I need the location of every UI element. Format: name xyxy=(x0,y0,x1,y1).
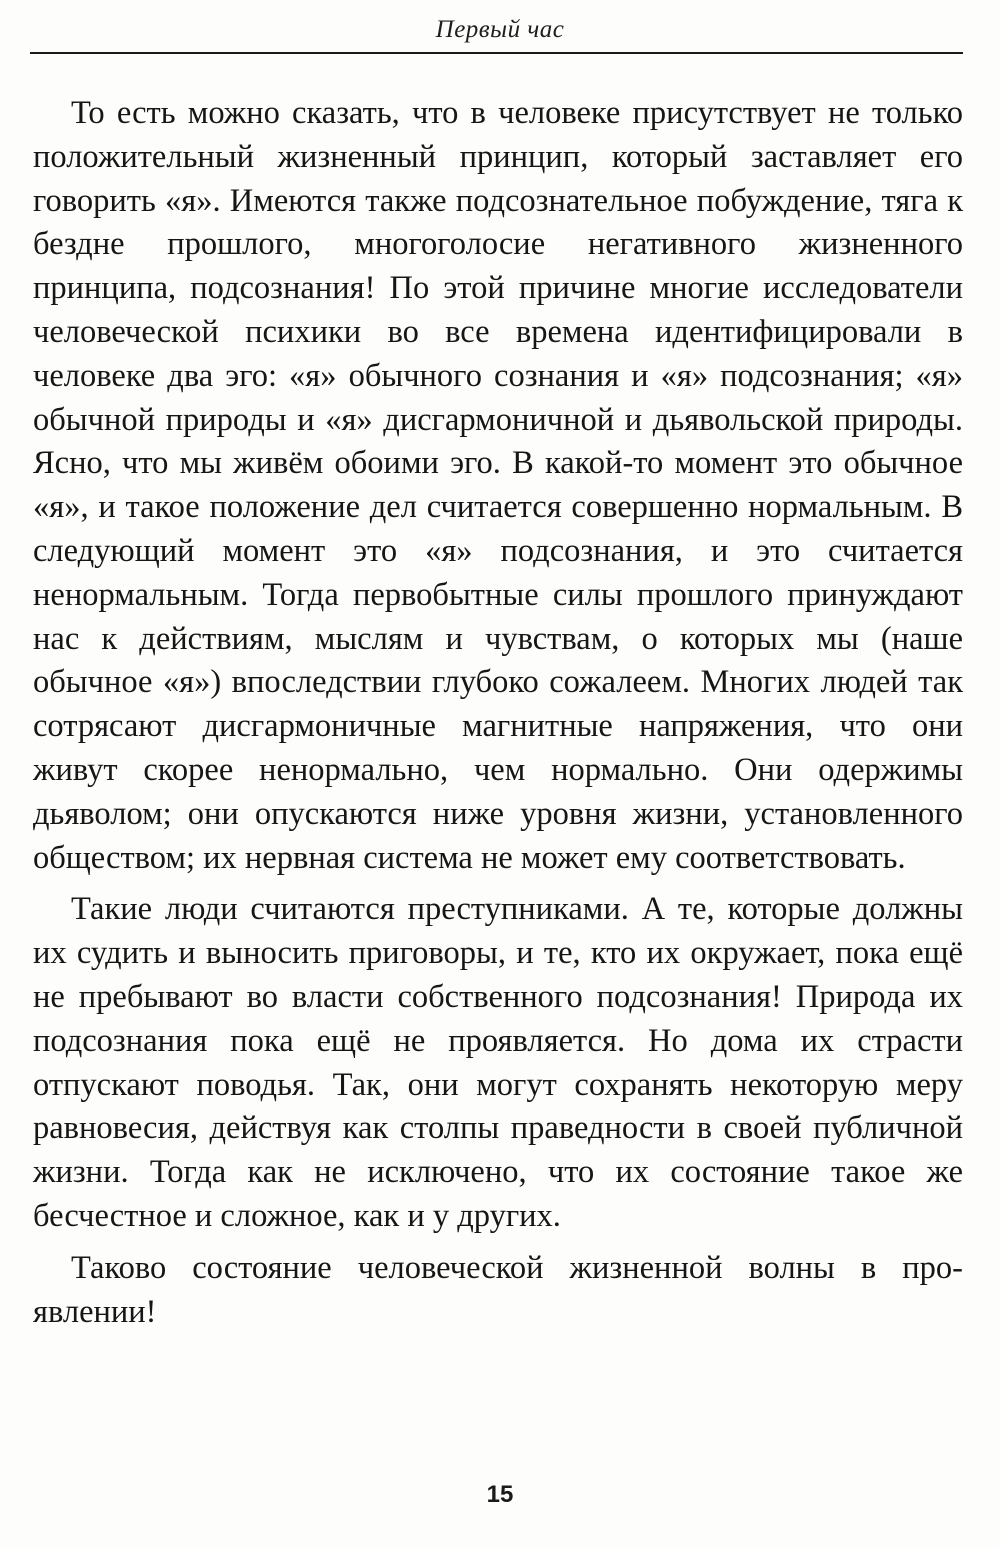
paragraph-2: Такие люди считаются преступниками. А те, которые должны их судить и выносить приговоры, и те, кто их окружает, пока ещё не пребывают во власти собственного подсознания! Природа их подсознания пока ещё не проявляется. Но дома их страсти отпускают поводья. Так, они могут сохранять некоторую меру равновесия, действуя как столпы праведности в своей публичной жизни. Тогда как не исключено, что их состояние такое же бесчестное и сложное, как и у других. xyxy=(33,891,963,1234)
paragraph-1: То есть можно сказать, что в человеке присутствует не только положительный жизненный принцип, который заставляет его говорить «я». Имеются также подсознательное побуждение, тяга к бездне прошлого, многоголосие негативного жизненного принципа, подсознания! По этой причине многие исследователи человеческой психики во все времена идентифицировали в человеке два эго: «я» обычного сознания и «я» подсознания; «я» обычной природы и «я» дисгармоничной и дьявольской природы. Ясно, что мы живём обоими эго. В какой-то момент это обычное «я», и такое положение дел считается совершенно нормальным. В следующий момент это «я» подсознания, и это считается ненормальным. Тогда первобытные силы прошлого принуждают нас к действиям, мыслям и чувствам, о которых мы (наше обычное «я») впоследствии глубоко сожалеем. Многих людей так сотрясают дисгармоничные магнитные напряжения, что они живут скорее ненормально, чем нормально. Они одержимы дьяволом; они опускаются ниже уровня жизни, установленного обществом; их нервная система не может ему соответствовать. xyxy=(33,95,963,876)
page-number: 15 xyxy=(486,1481,514,1508)
running-header-title: Первый час xyxy=(435,16,565,43)
paragraph-3: Таково состояние человеческой жизненной волны в проявлении! xyxy=(33,1249,963,1330)
header-rule xyxy=(30,52,963,54)
body-text xyxy=(33,92,963,1342)
